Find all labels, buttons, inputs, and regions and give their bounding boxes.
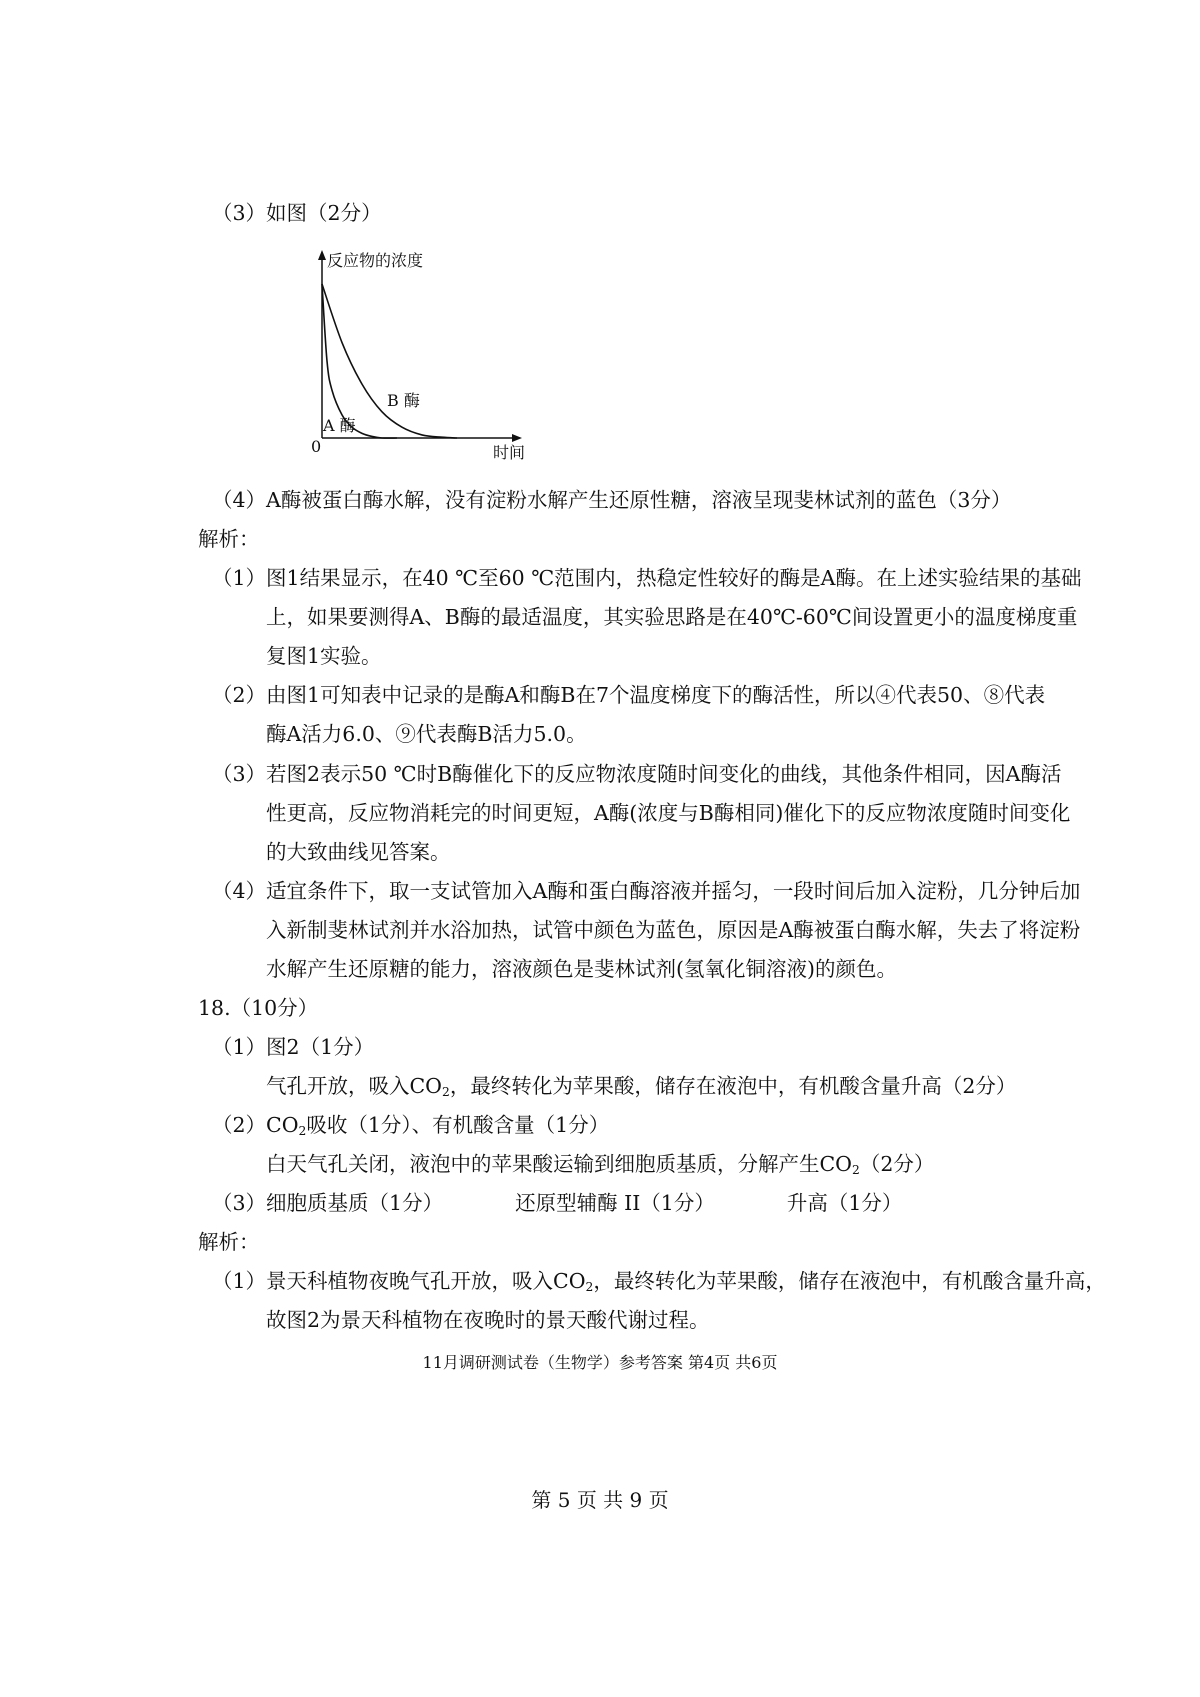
origin-label: 0 [311,437,322,456]
curve-a-label: A 酶 [323,416,356,435]
answer-17-4: （4）A酶被蛋白酶水解，没有淀粉水解产生还原性糖，溶液呈现斐林试剂的蓝色（3分） [212,488,1012,512]
x-axis-arrow [512,434,522,442]
answer-18-1: （1）图2（1分） [212,1035,375,1059]
analysis-18-heading: 解析： [198,1230,260,1254]
analysis-17-1-line3: 复图1实验。 [266,644,382,668]
answer-18-2: $(2)CO_2$吸收（1分）、有机酸含量（1分） [212,1113,610,1139]
analysis-18-1-line2: 故图2为景天科植物在夜晚时的景天酸代谢过程。 [266,1308,710,1332]
curve-b-label: B 酶 [387,391,420,410]
y-axis-arrow [318,250,326,260]
analysis-17-4-line3: 水解产生还原糖的能力，溶液颜色是斐林试剂(氢氧化铜溶液)的颜色。 [266,957,897,981]
analysis-17-3-line2: 性更高，反应物消耗完的时间更短，A酶(浓度与B酶相同)催化下的反应物浓度随时间变化 [266,801,1071,825]
analysis-17-1-line2: 上，如果要测得A、B酶的最适温度，其实验思路是在40℃-60℃间设置更小的温度梯度重 [266,605,1078,629]
answer-17-3: （3）如图（2分） [212,201,382,225]
question-18-heading: 18.（10分） [198,996,319,1020]
page-number: 第 5 页 共 9 页 [531,1488,669,1512]
x-axis-label: 时间 [493,443,526,462]
y-axis-label: 反应物的浓度 [327,251,424,270]
curve-group [322,284,457,438]
answer-18-2-body: 白天气孔关闭，液泡中的苹果酸运输到细胞质基质，分解产生$CO_2(2$分） [266,1152,935,1178]
analysis-17-4-line1: （4）适宜条件下，取一支试管加入A酶和蛋白酶溶液并摇匀，一段时间后加入淀粉，几分钟后加 [212,879,1081,903]
exam-footer: 11月调研测试卷（生物学）参考答案 第4页 共6页 [422,1353,778,1372]
analysis-17-2-line2: 酶A活力6.0、⑨代表酶B活力5.0。 [266,722,587,746]
analysis-18-1-line1: （1）景天科植物夜晚气孔开放，吸入$CO_2$，最终转化为苹果酸，储存在液泡中，有机酸含量升高， [212,1269,1106,1295]
analysis-17-3-line3: 的大致曲线见答案。 [266,840,451,864]
analysis-heading: 解析： [198,527,260,551]
analysis-17-4-line2: 入新制斐林试剂并水浴加热，试管中颜色为蓝色，原因是A酶被蛋白酶水解，失去了将淀粉 [266,918,1081,942]
answer-18-3: （3）细胞质基质（1分） 还原型辅酶 II（1分） 升高（1分） [212,1191,903,1215]
reaction-concentration-figure [311,246,575,506]
answer-18-1-body: 气孔开放，吸入$CO_2$，最终转化为苹果酸，储存在液泡中，有机酸含量升高（2分） [266,1074,1017,1100]
analysis-17-3-line1: （3）若图2表示50 ℃时B酶催化下的反应物浓度随时间变化的曲线，其他条件相同，因A酶活 [212,762,1062,786]
analysis-17-2-line1: （2）由图1可知表中记录的是酶A和酶B在7个温度梯度下的酶活性，所以④代表50、⑧代表 [212,683,1046,707]
analysis-17-1-line1: （1）图1结果显示，在40 ℃至60 ℃范围内，热稳定性较好的酶是A酶。在上述实验结果的基础 [212,566,1082,590]
